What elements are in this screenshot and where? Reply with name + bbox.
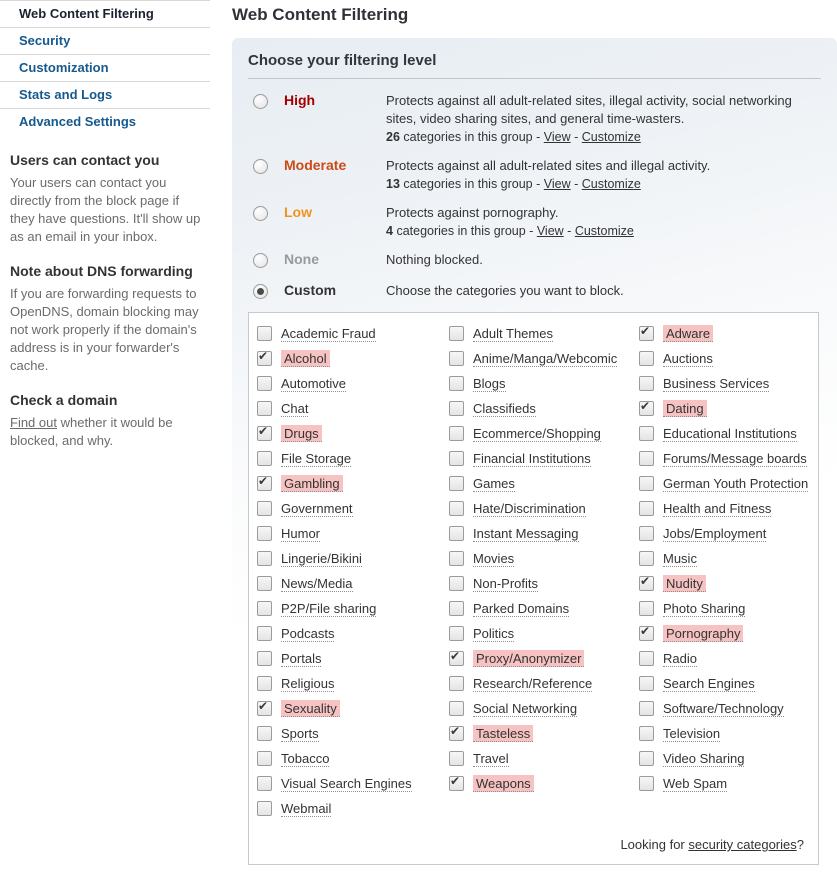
category-checkbox[interactable]: [639, 576, 654, 591]
category-item: [449, 421, 639, 446]
footer-text: Looking for: [620, 837, 688, 852]
category-label[interactable]: Search Engines: [663, 676, 755, 692]
category-item: [257, 471, 449, 496]
category-label[interactable]: Instant Messaging: [473, 526, 579, 542]
sidebar-item-advanced-settings[interactable]: Advanced Settings: [0, 108, 210, 135]
category-item: [257, 321, 449, 346]
level-description: Choose the categories you want to block.: [386, 283, 624, 298]
security-categories-link[interactable]: security categories: [688, 837, 796, 852]
category-label[interactable]: Sports: [281, 726, 319, 742]
category-item: [639, 421, 810, 446]
category-checkbox[interactable]: [639, 626, 654, 641]
category-item: [257, 721, 449, 746]
category-item: [639, 446, 810, 471]
sidebar-item-security[interactable]: Security: [0, 27, 210, 54]
meta-text: categories in this group -: [396, 224, 533, 238]
category-count: 4: [386, 224, 393, 238]
panel-heading: Choose your filtering level: [248, 42, 821, 79]
category-checkbox[interactable]: [257, 801, 272, 816]
category-item: [257, 771, 449, 796]
category-item: [257, 546, 449, 571]
category-label[interactable]: Academic Fraud: [281, 326, 376, 342]
category-item: [449, 696, 639, 721]
category-label[interactable]: Travel: [473, 751, 509, 767]
category-checkbox[interactable]: [257, 701, 272, 716]
category-checkbox[interactable]: [639, 376, 654, 391]
category-checkbox[interactable]: [639, 326, 654, 341]
category-label[interactable]: Anime/Manga/Webcomic: [473, 351, 617, 367]
category-item: [449, 446, 639, 471]
category-label[interactable]: Proxy/Anonymizer: [473, 650, 584, 667]
category-label[interactable]: File Storage: [281, 451, 351, 467]
radio-moderate[interactable]: [253, 159, 268, 174]
category-checkbox[interactable]: [449, 751, 464, 766]
category-label[interactable]: Parked Domains: [473, 601, 569, 617]
sidebar-section-contact: [0, 152, 210, 246]
category-checkbox[interactable]: [257, 651, 272, 666]
section-heading: Check a domain: [10, 392, 202, 408]
category-checkbox[interactable]: [257, 376, 272, 391]
category-checkbox[interactable]: [449, 451, 464, 466]
category-checkbox[interactable]: [639, 426, 654, 441]
category-label[interactable]: Tasteless: [473, 725, 533, 742]
main-content: [232, 0, 837, 829]
category-item: [257, 371, 449, 396]
customize-link[interactable]: Customize: [582, 130, 641, 144]
category-checkbox[interactable]: [639, 701, 654, 716]
category-label[interactable]: Auctions: [663, 351, 713, 367]
category-checkbox[interactable]: [639, 476, 654, 491]
customize-link[interactable]: Customize: [582, 177, 641, 191]
category-label[interactable]: Gambling: [281, 475, 343, 492]
category-item: [639, 571, 810, 596]
category-item: [639, 546, 810, 571]
section-heading: Note about DNS forwarding: [10, 263, 202, 279]
view-link[interactable]: View: [544, 177, 571, 191]
category-checkbox[interactable]: [639, 351, 654, 366]
category-checkbox[interactable]: [449, 651, 464, 666]
find-out-link[interactable]: Find out: [10, 415, 57, 430]
category-item: [449, 321, 639, 346]
category-checkbox[interactable]: [257, 726, 272, 741]
category-checkbox[interactable]: [639, 401, 654, 416]
category-item: [639, 621, 810, 646]
category-item: [639, 471, 810, 496]
category-label[interactable]: Alcohol: [281, 350, 330, 367]
category-item: [449, 621, 639, 646]
level-label-low[interactable]: Low: [284, 204, 386, 220]
sidebar-section-dns-forwarding: [0, 263, 210, 375]
category-label[interactable]: Pornography: [663, 625, 743, 642]
categories-columns: [257, 321, 810, 821]
category-item: [449, 721, 639, 746]
category-item: [449, 771, 639, 796]
level-label-high[interactable]: High: [284, 92, 386, 108]
level-row-custom: [248, 271, 821, 302]
category-item: [449, 646, 639, 671]
category-item: [639, 496, 810, 521]
category-label[interactable]: Health and Fitness: [663, 501, 771, 517]
category-count: 13: [386, 177, 400, 191]
level-row-moderate: [248, 146, 821, 193]
category-item: [449, 346, 639, 371]
category-label[interactable]: Non-Profits: [473, 576, 538, 592]
category-item: [449, 371, 639, 396]
footer-text: ?: [797, 837, 804, 852]
level-description: Nothing blocked.: [386, 252, 483, 267]
category-label[interactable]: Music: [663, 551, 697, 567]
category-item: [257, 671, 449, 696]
level-label-moderate[interactable]: Moderate: [284, 157, 386, 173]
category-checkbox[interactable]: [257, 576, 272, 591]
level-description: Protects against pornography.: [386, 205, 558, 220]
category-checkbox[interactable]: [449, 501, 464, 516]
category-checkbox[interactable]: [449, 326, 464, 341]
radio-high[interactable]: [253, 94, 268, 109]
category-label[interactable]: Nudity: [663, 575, 706, 592]
view-link[interactable]: View: [544, 130, 571, 144]
category-checkbox[interactable]: [449, 576, 464, 591]
meta-separator: -: [574, 130, 578, 144]
category-checkbox[interactable]: [449, 376, 464, 391]
radio-custom[interactable]: [253, 284, 268, 299]
category-item: [639, 521, 810, 546]
category-column: [639, 321, 810, 821]
category-label[interactable]: Dating: [663, 400, 707, 417]
category-checkbox[interactable]: [639, 451, 654, 466]
category-checkbox[interactable]: [257, 526, 272, 541]
category-column: [449, 321, 639, 821]
category-item: [257, 621, 449, 646]
level-label-none[interactable]: None: [284, 251, 386, 267]
category-checkbox[interactable]: [257, 351, 272, 366]
category-label[interactable]: Blogs: [473, 376, 506, 392]
customize-link[interactable]: Customize: [575, 224, 634, 238]
category-item: [639, 671, 810, 696]
category-item: [257, 796, 449, 821]
category-item: [449, 596, 639, 621]
category-label[interactable]: Visual Search Engines: [281, 776, 412, 792]
category-checkbox[interactable]: [449, 526, 464, 541]
radio-none[interactable]: [253, 253, 268, 268]
category-label[interactable]: Adware: [663, 325, 713, 342]
level-row-low: [248, 193, 821, 240]
categories-footer: [257, 837, 810, 852]
category-checkbox[interactable]: [639, 601, 654, 616]
category-checkbox[interactable]: [257, 326, 272, 341]
category-label[interactable]: Sexuality: [281, 700, 340, 717]
category-item: [257, 746, 449, 771]
category-label[interactable]: Religious: [281, 676, 334, 692]
category-label[interactable]: Webmail: [281, 801, 331, 817]
category-checkbox[interactable]: [449, 551, 464, 566]
category-label[interactable]: Ecommerce/Shopping: [473, 426, 601, 442]
category-label[interactable]: Photo Sharing: [663, 601, 745, 617]
category-checkbox[interactable]: [639, 726, 654, 741]
meta-text: categories in this group -: [403, 130, 540, 144]
level-description: Protects against all adult-related sites, illegal activity, social networking sites, video sharing sites, and general time-wasters.: [386, 93, 792, 126]
category-checkbox[interactable]: [257, 626, 272, 641]
category-item: [449, 546, 639, 571]
level-meta: [386, 224, 817, 238]
category-label[interactable]: Adult Themes: [473, 326, 553, 342]
category-label[interactable]: Automotive: [281, 376, 346, 392]
level-description: Protects against all adult-related sites and illegal activity.: [386, 158, 710, 173]
meta-text: categories in this group -: [403, 177, 540, 191]
category-label[interactable]: Educational Institutions: [663, 426, 797, 442]
view-link[interactable]: View: [537, 224, 564, 238]
category-label[interactable]: Tobacco: [281, 751, 329, 767]
category-item: [639, 721, 810, 746]
category-label[interactable]: Radio: [663, 651, 697, 667]
category-label[interactable]: Drugs: [281, 425, 322, 442]
page-title: Web Content Filtering: [232, 5, 837, 25]
sidebar: [0, 0, 210, 450]
category-checkbox[interactable]: [257, 776, 272, 791]
categories-box: [248, 312, 819, 865]
category-label[interactable]: Hate/Discrimination: [473, 501, 586, 517]
category-checkbox[interactable]: [449, 776, 464, 791]
category-checkbox[interactable]: [449, 601, 464, 616]
category-checkbox[interactable]: [639, 551, 654, 566]
category-label[interactable]: Video Sharing: [663, 751, 744, 767]
category-label[interactable]: Web Spam: [663, 776, 727, 792]
level-row-high: [248, 81, 821, 146]
section-body: If you are forwarding requests to OpenDNS, domain blocking may not work properly if the domain's address is in your forwarder's cache.: [10, 285, 202, 375]
section-heading: Users can contact you: [10, 152, 202, 168]
category-item: [639, 396, 810, 421]
category-checkbox[interactable]: [257, 601, 272, 616]
category-checkbox[interactable]: [257, 451, 272, 466]
section-body: [10, 414, 202, 450]
category-checkbox[interactable]: [639, 751, 654, 766]
category-checkbox[interactable]: [257, 476, 272, 491]
category-label[interactable]: Classifieds: [473, 401, 536, 417]
category-item: [449, 396, 639, 421]
category-label[interactable]: Jobs/Employment: [663, 526, 766, 542]
category-checkbox[interactable]: [449, 476, 464, 491]
category-label[interactable]: Lingerie/Bikini: [281, 551, 362, 567]
level-row-none: [248, 240, 821, 271]
category-checkbox[interactable]: [639, 676, 654, 691]
section-body: Your users can contact you directly from the block page if they have questions. It'll show up as an email in your inbox.: [10, 174, 202, 246]
category-label[interactable]: P2P/File sharing: [281, 601, 376, 617]
category-item: [639, 346, 810, 371]
category-item: [639, 646, 810, 671]
category-label[interactable]: Weapons: [473, 775, 534, 792]
category-item: [257, 646, 449, 671]
category-checkbox[interactable]: [257, 401, 272, 416]
category-item: [257, 421, 449, 446]
category-label[interactable]: Chat: [281, 401, 308, 417]
category-item: [257, 496, 449, 521]
category-checkbox[interactable]: [257, 751, 272, 766]
category-label[interactable]: Software/Technology: [663, 701, 784, 717]
category-item: [639, 321, 810, 346]
category-checkbox[interactable]: [257, 676, 272, 691]
category-label[interactable]: Portals: [281, 651, 321, 667]
category-checkbox[interactable]: [449, 676, 464, 691]
category-label[interactable]: News/Media: [281, 576, 353, 592]
sidebar-item-stats-and-logs[interactable]: Stats and Logs: [0, 81, 210, 108]
category-item: [449, 671, 639, 696]
category-item: [639, 771, 810, 796]
category-item: [449, 496, 639, 521]
category-count: 26: [386, 130, 400, 144]
category-label[interactable]: Humor: [281, 526, 320, 542]
category-checkbox[interactable]: [639, 501, 654, 516]
category-checkbox[interactable]: [449, 701, 464, 716]
category-item: [257, 596, 449, 621]
category-item: [639, 371, 810, 396]
category-checkbox[interactable]: [257, 551, 272, 566]
filtering-level-panel: [232, 38, 837, 885]
category-item: [639, 596, 810, 621]
level-meta: [386, 130, 817, 144]
category-label[interactable]: Social Networking: [473, 701, 577, 717]
sidebar-item-web-content-filtering[interactable]: Web Content Filtering: [0, 0, 210, 27]
category-item: [257, 396, 449, 421]
category-label[interactable]: Podcasts: [281, 626, 334, 642]
category-checkbox[interactable]: [257, 501, 272, 516]
category-item: [449, 571, 639, 596]
radio-low[interactable]: [253, 206, 268, 221]
category-item: [257, 696, 449, 721]
category-item: [639, 746, 810, 771]
category-label[interactable]: Research/Reference: [473, 676, 592, 692]
category-label[interactable]: Games: [473, 476, 515, 492]
category-checkbox[interactable]: [257, 426, 272, 441]
category-checkbox[interactable]: [449, 351, 464, 366]
sidebar-item-customization[interactable]: Customization: [0, 54, 210, 81]
meta-separator: -: [574, 177, 578, 191]
level-meta: [386, 177, 817, 191]
sidebar-section-check-domain: [0, 392, 210, 450]
category-checkbox[interactable]: [639, 651, 654, 666]
category-checkbox[interactable]: [449, 401, 464, 416]
category-label[interactable]: Television: [663, 726, 720, 742]
category-column: [257, 321, 449, 821]
category-label[interactable]: Government: [281, 501, 353, 517]
category-checkbox[interactable]: [449, 426, 464, 441]
level-label-custom[interactable]: Custom: [284, 282, 386, 298]
category-item: [257, 571, 449, 596]
category-label[interactable]: Politics: [473, 626, 514, 642]
category-item: [449, 471, 639, 496]
category-item: [639, 696, 810, 721]
category-item: [257, 446, 449, 471]
category-item: [257, 346, 449, 371]
category-label[interactable]: Forums/Message boards: [663, 451, 807, 467]
section-body-rest: whether it would be blocked, and why.: [10, 415, 173, 448]
category-checkbox[interactable]: [449, 626, 464, 641]
category-checkbox[interactable]: [449, 726, 464, 741]
category-label[interactable]: Financial Institutions: [473, 451, 591, 467]
category-item: [257, 521, 449, 546]
category-label[interactable]: German Youth Protection: [663, 476, 808, 492]
category-checkbox[interactable]: [639, 526, 654, 541]
category-item: [449, 746, 639, 771]
category-label[interactable]: Movies: [473, 551, 514, 567]
category-item: [449, 521, 639, 546]
meta-separator: -: [567, 224, 571, 238]
category-label[interactable]: Business Services: [663, 376, 769, 392]
category-checkbox[interactable]: [639, 776, 654, 791]
